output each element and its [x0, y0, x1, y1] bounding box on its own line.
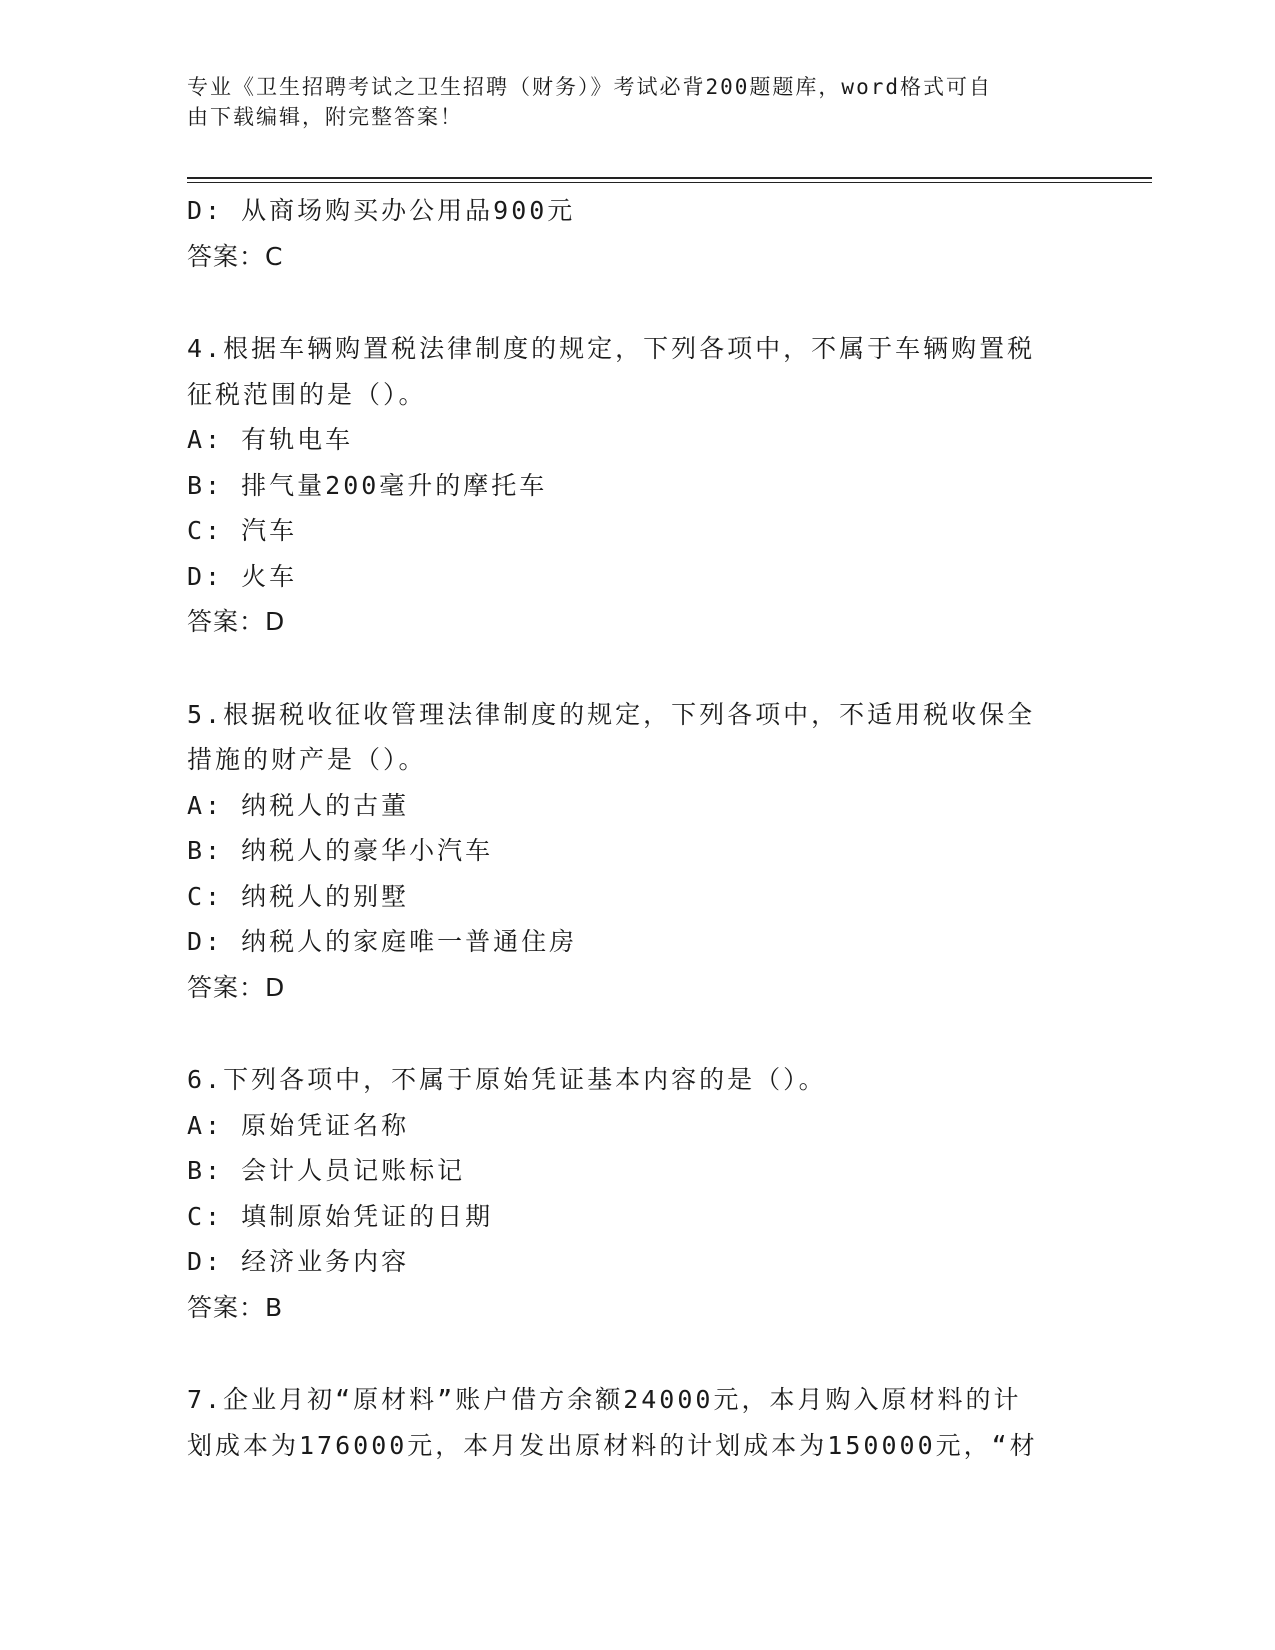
q5-option-b: B: 纳税人的豪华小汽车	[187, 836, 494, 865]
header-note	[187, 72, 1067, 132]
q4-option-a: A: 有轨电车	[187, 425, 354, 454]
q4-option-b: B: 排气量200毫升的摩托车	[187, 470, 548, 500]
question-4	[187, 326, 1067, 645]
question-3-tail	[187, 188, 1067, 279]
question-6	[187, 1057, 1067, 1330]
q3-answer: 答案：C	[187, 241, 284, 271]
q6-option-d: D: 经济业务内容	[187, 1247, 410, 1276]
q4-stem-line-1: 4.根据车辆购置税法律制度的规定，下列各项中，不属于车辆购置税	[187, 334, 1036, 363]
q4-option-c: C: 汽车	[187, 516, 298, 545]
q7-stem-line-2: 划成本为176000元，本月发出原材料的计划成本为150000元，“材	[187, 1430, 1038, 1460]
q7-stem-line-1: 7.企业月初“原材料”账户借方余额24000元，本月购入原材料的计	[187, 1385, 1022, 1414]
q4-stem-line-2: 征税范围的是（）。	[187, 379, 427, 409]
q5-stem-line-1: 5.根据税收征收管理法律制度的规定，下列各项中，不适用税收保全	[187, 699, 1036, 729]
question-list	[187, 188, 1067, 1468]
q6-option-c: C: 填制原始凭证的日期	[187, 1201, 494, 1231]
question-5	[187, 692, 1067, 1011]
q3-option-d: D: 从商场购买办公用品900元	[187, 196, 576, 225]
q5-option-c: C: 纳税人的别墅	[187, 881, 410, 911]
question-7	[187, 1377, 1067, 1468]
header-line-2: 由下载编辑，附完整答案！	[187, 105, 463, 129]
q6-stem-line-1: 6.下列各项中，不属于原始凭证基本内容的是（）。	[187, 1065, 827, 1094]
q4-option-d: D: 火车	[187, 561, 298, 591]
header-line-1: 专业《卫生招聘考试之卫生招聘（财务）》考试必背200题题库，word格式可自	[187, 75, 992, 99]
q5-answer: 答案：D	[187, 972, 286, 1002]
q6-answer: 答案：B	[187, 1292, 284, 1322]
q5-option-a: A: 纳税人的古董	[187, 790, 410, 820]
q5-stem-line-2: 措施的财产是（）。	[187, 745, 427, 774]
header-divider-thin	[187, 182, 1152, 183]
q6-option-a: A: 原始凭证名称	[187, 1110, 410, 1140]
q5-option-d: D: 纳税人的家庭唯一普通住房	[187, 927, 578, 956]
q4-answer: 答案：D	[187, 607, 286, 636]
q6-option-b: B: 会计人员记账标记	[187, 1156, 466, 1185]
header-divider-thick	[187, 177, 1152, 179]
